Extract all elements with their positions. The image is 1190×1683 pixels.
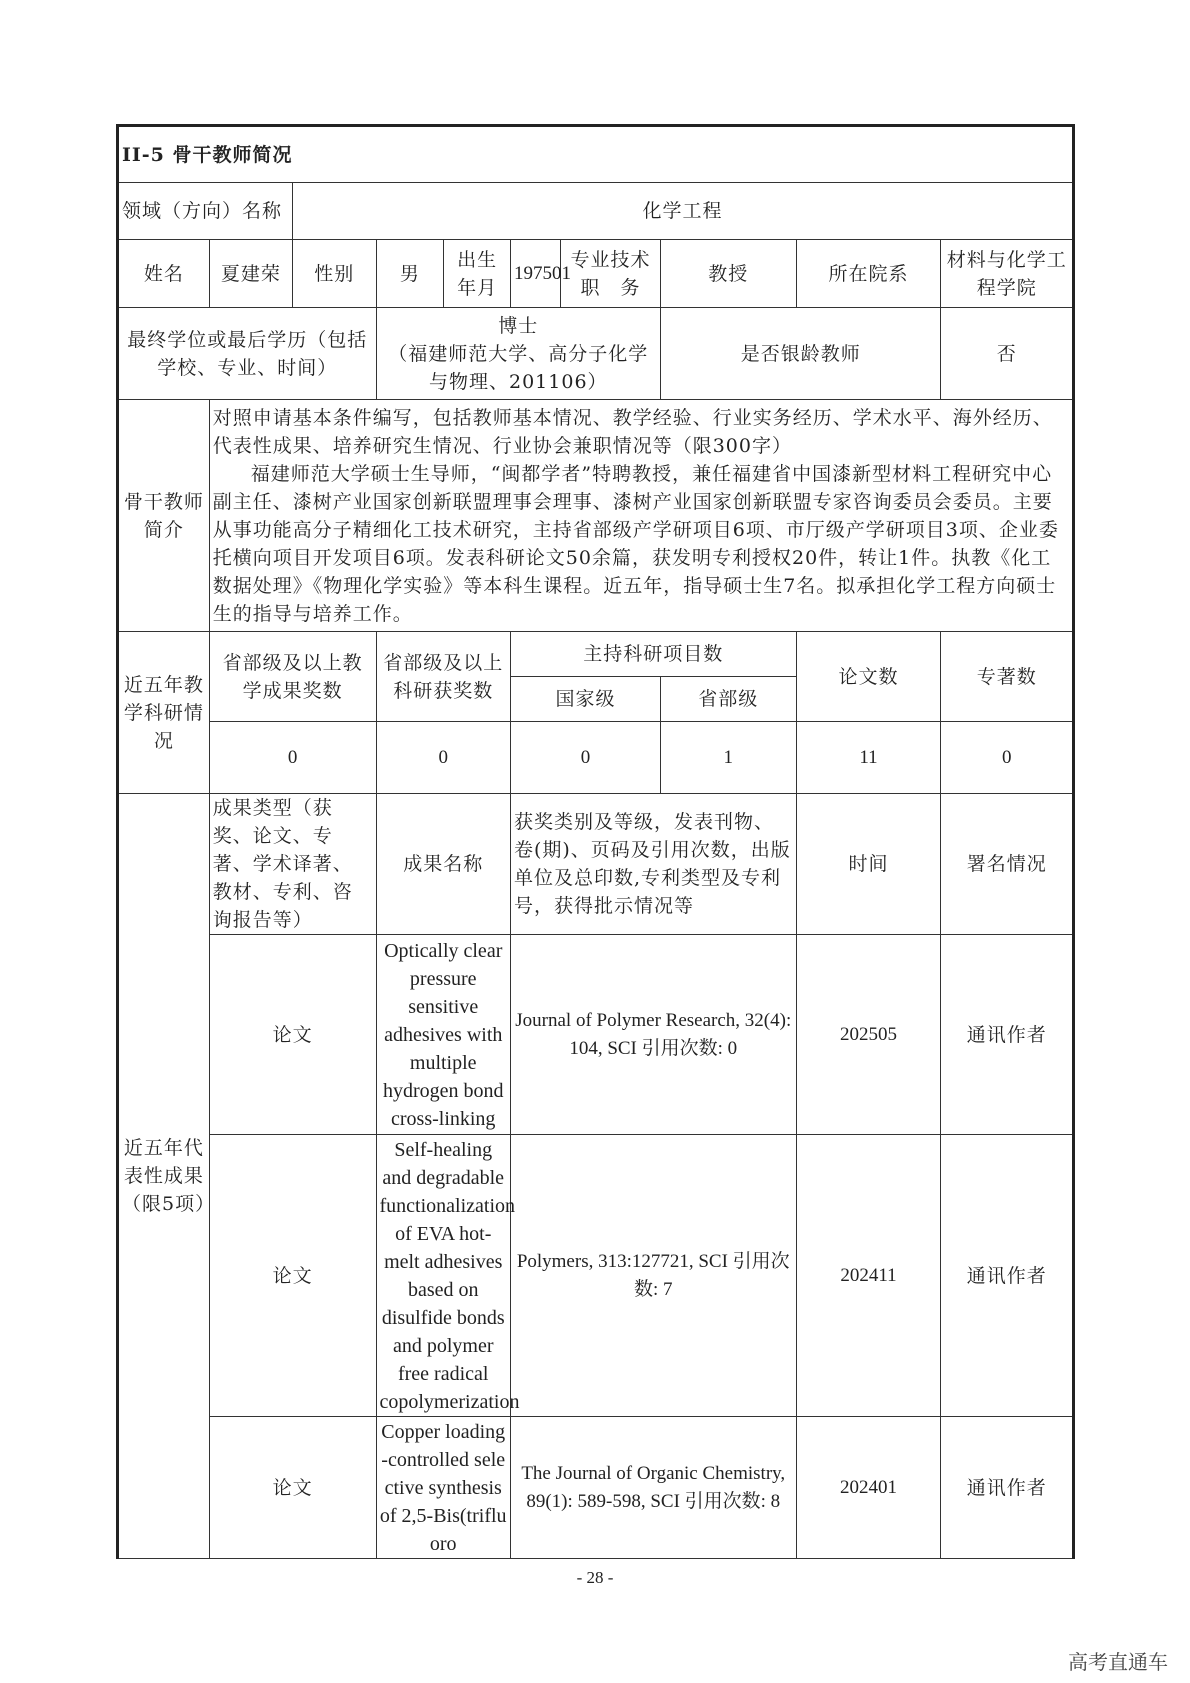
dept-value: 材料与化学工程学院 xyxy=(941,240,1074,308)
field-value: 化学工程 xyxy=(293,183,1074,240)
achievement-author-header: 署名情况 xyxy=(941,794,1074,935)
title-label: 专业技术职 务 xyxy=(560,240,660,308)
books-label: 专著数 xyxy=(941,632,1074,722)
achievement-detail: Journal of Polymer Research, 32(4): 104, SCI 引用次数: 0 xyxy=(510,935,796,1135)
stats-label: 近五年教学科研情况 xyxy=(118,632,210,794)
provincial-value: 1 xyxy=(661,722,797,794)
achievement-time: 202411 xyxy=(796,1135,941,1417)
bio-intro: 对照申请基本条件编写，包括教师基本情况、教学经验、行业实务经历、学术水平、海外经历、代表性成果、培养研究生情况、行业协会兼职情况等（限300字） xyxy=(212,406,1053,457)
papers-value: 11 xyxy=(796,722,941,794)
gender-label: 性别 xyxy=(293,240,376,308)
achievement-type-header: 成果类型（获奖、论文、专著、学术译著、教材、专利、咨询报告等） xyxy=(209,794,376,935)
bio-text: 福建师范大学硕士生导师，“闽都学者”特聘教授，兼任福建省中国漆新型材料工程研究中心副主任、漆树产业国家创新联盟理事会理事、漆树产业国家创新联盟专家咨询委员会委员。主要从事功能高分子精细化工技术研究，主持省部级产学研项目6项、市厅级产学研项目3项、企业委托横向项目开发项目6项。发表科研论文50余篇，获发明专利授权20件，转让1件。执教《化工数据处理》《物理化学实验》等本科生课程。近五年，指导硕士生7名。拟承担化学工程方向硕士生的指导与培养工作。 xyxy=(212,462,1059,625)
degree-value xyxy=(376,308,661,400)
bio-label: 骨干教师简介 xyxy=(118,400,210,632)
achievement-title: Copper loading-controlled selective synthesis of 2,5-Bis(trifluoro xyxy=(376,1417,510,1559)
field-label: 领域（方向）名称 xyxy=(118,183,293,240)
research-award-label: 省部级及以上科研获奖数 xyxy=(376,632,510,722)
degree-value-line2: （福建师范大学、高分子化学与物理、201106） xyxy=(388,342,649,393)
teaching-award-value: 0 xyxy=(209,722,376,794)
section-title: II-5 骨干教师简况 xyxy=(118,126,1074,183)
teaching-award-label: 省部级及以上教学成果奖数 xyxy=(209,632,376,722)
achievement-row xyxy=(118,1135,1074,1417)
senior-label: 是否银龄教师 xyxy=(661,308,941,400)
birth-value: 197501 xyxy=(510,240,560,308)
achievement-row xyxy=(118,1417,1074,1559)
achievement-time-header: 时间 xyxy=(796,794,941,935)
dept-label: 所在院系 xyxy=(796,240,941,308)
watermark: 高考直通车 xyxy=(1068,1650,1168,1674)
birth-label: 出生年月 xyxy=(444,240,511,308)
name-value: 夏建荣 xyxy=(209,240,292,308)
gender-value: 男 xyxy=(376,240,444,308)
achievement-detail: Polymers, 313:127721, SCI 引用次数: 7 xyxy=(510,1135,796,1417)
teacher-profile-table xyxy=(116,124,1075,1559)
name-label: 姓名 xyxy=(118,240,210,308)
achievement-time: 202505 xyxy=(796,935,941,1135)
page-number: - 28 - xyxy=(576,1568,614,1587)
papers-label: 论文数 xyxy=(796,632,941,722)
achievement-detail: The Journal of Organic Chemistry, 89(1): 589-598, SCI 引用次数: 8 xyxy=(510,1417,796,1559)
achievement-author: 通讯作者 xyxy=(941,1135,1074,1417)
achievement-title: Optically clear pressure sensitive adhesives with multiple hydrogen bond cross-linking xyxy=(376,935,510,1135)
projects-label: 主持科研项目数 xyxy=(510,632,796,677)
senior-value: 否 xyxy=(941,308,1074,400)
books-value: 0 xyxy=(941,722,1074,794)
research-award-value: 0 xyxy=(376,722,510,794)
national-value: 0 xyxy=(510,722,660,794)
national-label: 国家级 xyxy=(510,677,660,722)
achievement-author: 通讯作者 xyxy=(941,1417,1074,1559)
achievement-type: 论文 xyxy=(209,935,376,1135)
achievement-time: 202401 xyxy=(796,1417,941,1559)
degree-label: 最终学位或最后学历（包括学校、专业、时间） xyxy=(118,308,377,400)
bio-cell xyxy=(209,400,1073,632)
achievement-detail-header: 获奖类别及等级，发表刊物、卷(期)、页码及引用次数，出版单位及总印数,专利类型及专利号，获得批示情况等 xyxy=(510,794,796,935)
achievement-author: 通讯作者 xyxy=(941,935,1074,1135)
provincial-label: 省部级 xyxy=(661,677,797,722)
achievement-title: Self-healing and degradable functionalization of EVA hot-melt adhesives based on disulfide bonds and polymer free radical copolymerization xyxy=(376,1135,510,1417)
achievement-type: 论文 xyxy=(209,1135,376,1417)
achievements-label: 近五年代表性成果（限5项） xyxy=(118,794,210,1559)
achievement-name-header: 成果名称 xyxy=(376,794,510,935)
achievement-type: 论文 xyxy=(209,1417,376,1559)
achievement-row xyxy=(118,935,1074,1135)
title-value: 教授 xyxy=(661,240,797,308)
degree-value-line1: 博士 xyxy=(498,314,539,337)
